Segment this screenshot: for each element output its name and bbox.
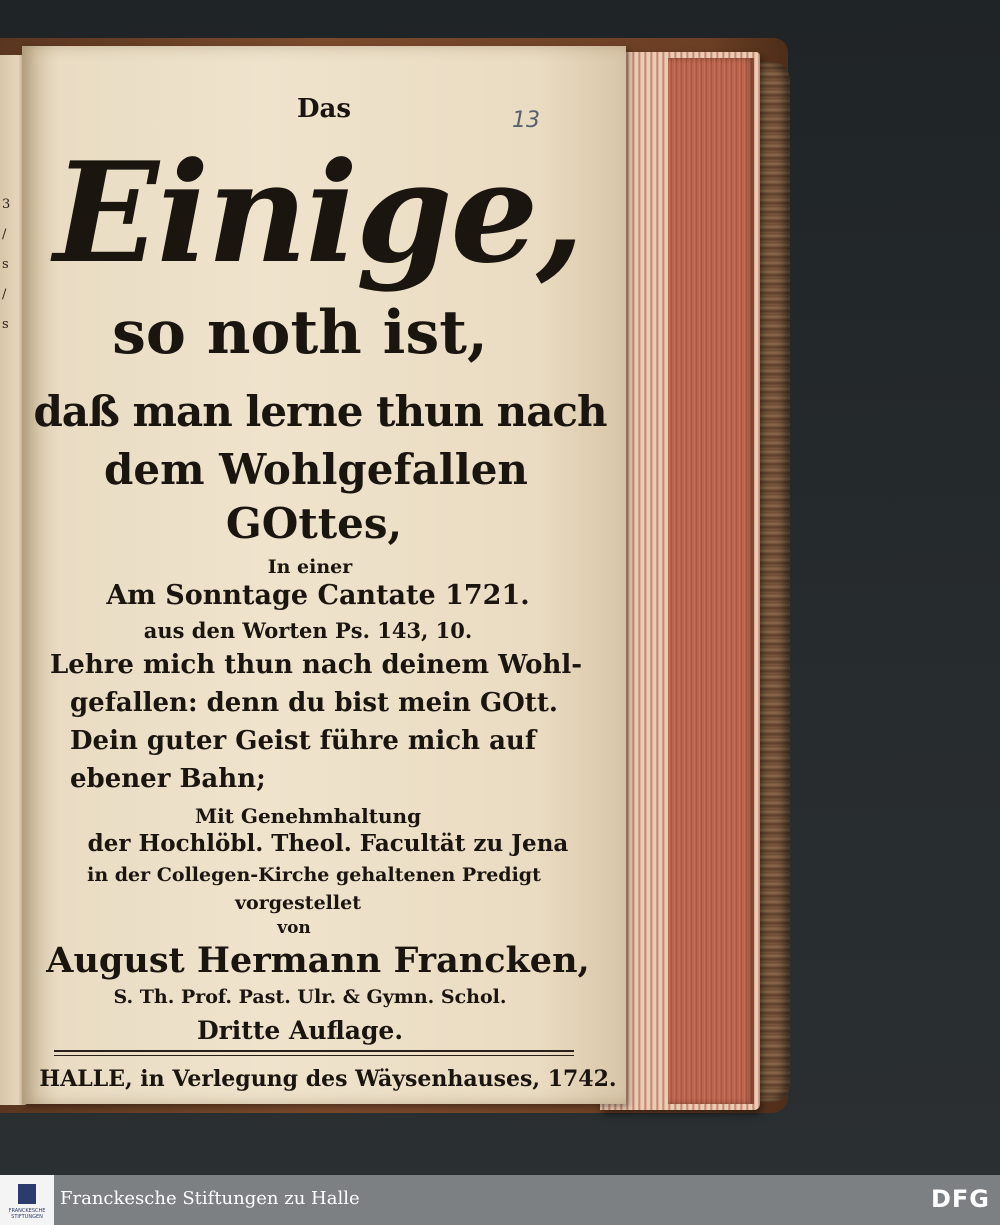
line-sonntage-cantate: Am Sonntage Cantate 1721. bbox=[106, 580, 530, 611]
edition-line: Dritte Auflage. bbox=[196, 1016, 404, 1045]
red-stained-page-edges bbox=[668, 58, 754, 1104]
institution-emblem-icon bbox=[18, 1184, 36, 1204]
author-titles: S. Th. Prof. Past. Ulr. & Gymn. Schol. bbox=[113, 986, 507, 1008]
line-facultaet-jena: der Hochlöbl. Theol. Facultät zu Jena bbox=[87, 830, 569, 857]
scripture-line-2: gefallen: denn du bist mein GOtt. bbox=[70, 688, 558, 718]
left-mark: s bbox=[2, 317, 9, 332]
imprint-line: HALLE, in Verlegung des Wäysenhauses, 1742. bbox=[39, 1066, 617, 1092]
left-mark: / bbox=[2, 227, 7, 242]
left-mark: 3 bbox=[2, 197, 11, 212]
footer-bar bbox=[0, 1175, 1000, 1225]
title-line-gottes: GOttes, bbox=[225, 499, 403, 548]
line-vorgestellet: vorgestellet bbox=[235, 892, 361, 914]
title-line-wohlgefallen: dem Wohlgefallen bbox=[104, 445, 528, 494]
line-in-einer: In einer bbox=[267, 556, 353, 578]
title-line-dass-man: daß man lerne thun nach bbox=[33, 387, 607, 436]
title-line-das: Das bbox=[296, 94, 352, 124]
line-von: von bbox=[277, 918, 311, 938]
left-mark: s bbox=[2, 257, 9, 272]
title-page bbox=[22, 46, 626, 1104]
institution-name: Franckesche Stiftungen zu Halle bbox=[60, 1188, 360, 1209]
line-aus-den-worten: aus den Worten Ps. 143, 10. bbox=[143, 618, 473, 643]
divider-rule-thin bbox=[54, 1055, 574, 1056]
logo-caption: FRANCKESCHE STIFTUNGEN bbox=[8, 1208, 46, 1220]
left-mark: / bbox=[2, 287, 7, 302]
dfg-logo[interactable]: DFG bbox=[930, 1185, 990, 1213]
scripture-line-4: ebener Bahn; bbox=[70, 764, 266, 794]
institution-logo[interactable] bbox=[0, 1175, 54, 1225]
divider-rule bbox=[54, 1050, 574, 1052]
scripture-line-1: Lehre mich thun nach deinem Wohl- bbox=[50, 650, 583, 680]
scripture-line-3: Dein guter Geist führe mich auf bbox=[70, 726, 537, 756]
line-mit-genehmhaltung: Mit Genehmhaltung bbox=[194, 804, 422, 828]
author-name: August Hermann Francken, bbox=[46, 940, 590, 981]
title-line-einige: Einige, bbox=[53, 131, 583, 294]
line-collegen-kirche: in der Collegen-Kirche gehaltenen Predigt bbox=[87, 864, 541, 886]
title-line-so-noth-ist: so noth ist, bbox=[112, 298, 488, 368]
handwritten-page-number: 13 bbox=[512, 108, 540, 133]
